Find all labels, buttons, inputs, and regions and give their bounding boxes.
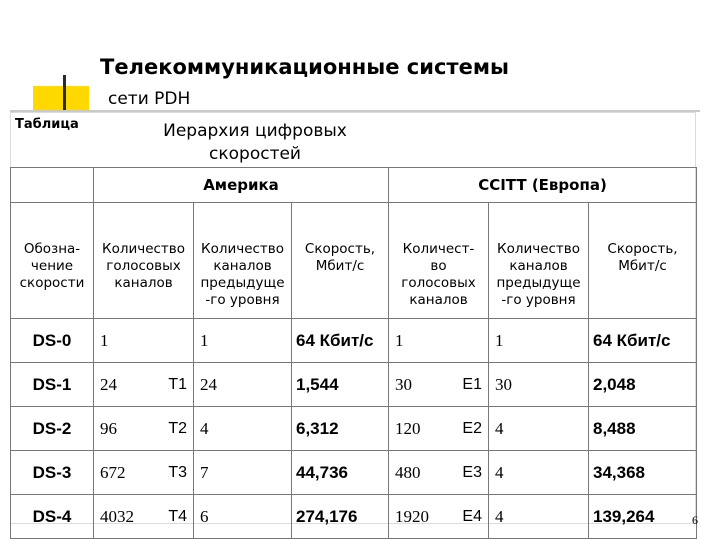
- europe-voice-cell: [389, 363, 489, 407]
- slide-title: Телекоммуникационные системы: [100, 55, 509, 79]
- america-speed: 274,176: [296, 506, 358, 526]
- col-header-voice-america: [94, 203, 194, 319]
- america-prev-count: 1: [200, 330, 209, 350]
- table-heading: [100, 120, 410, 166]
- col-header-designation: [11, 203, 94, 319]
- header-line: Мбит/с: [315, 258, 365, 274]
- header-line: Количество: [101, 241, 186, 257]
- america-level: T3: [168, 463, 187, 481]
- america-voice-count: 96: [100, 418, 117, 438]
- america-level: T2: [168, 419, 187, 437]
- europe-prev-cell: [489, 319, 589, 363]
- america-speed-cell: [292, 407, 389, 451]
- america-speed: 64 Кбит/с: [296, 330, 374, 350]
- america-voice-count: 1: [100, 330, 109, 350]
- america-voice-cell: [94, 319, 194, 363]
- col-header-speed-europe: [589, 203, 697, 319]
- header-line: чение: [30, 258, 74, 274]
- europe-speed: 64 Кбит/с: [593, 330, 671, 350]
- america-speed-cell: [292, 495, 389, 539]
- europe-speed-cell: [589, 319, 697, 363]
- header-line: -го уровня: [501, 292, 576, 308]
- europe-level: E2: [462, 419, 482, 437]
- europe-speed: 2,048: [593, 374, 636, 394]
- europe-voice-cell: [389, 319, 489, 363]
- america-speed-cell: [292, 319, 389, 363]
- america-prev-cell: [194, 319, 292, 363]
- europe-prev-count: 4: [495, 506, 504, 526]
- header-group-row: [11, 168, 697, 203]
- europe-voice-count: 1: [395, 330, 404, 350]
- europe-prev-cell: [489, 495, 589, 539]
- europe-speed: 139,264: [593, 506, 655, 526]
- rate-code-cell: [11, 451, 94, 495]
- america-voice-cell: [94, 407, 194, 451]
- america-speed: 6,312: [296, 418, 339, 438]
- america-speed-cell: [292, 363, 389, 407]
- rate-code: DS-2: [32, 418, 72, 438]
- rate-code: DS-1: [32, 374, 72, 394]
- america-prev-count: 6: [200, 506, 209, 526]
- europe-voice-count: 480: [395, 462, 421, 482]
- header-line: предыдуще: [200, 275, 285, 291]
- table-label: Таблица: [15, 117, 79, 132]
- col-header-prev-europe: [489, 203, 589, 319]
- europe-prev-count: 4: [495, 462, 504, 482]
- america-prev-cell: [194, 495, 292, 539]
- america-voice-cell: [94, 495, 194, 539]
- america-voice-count: 672: [100, 462, 126, 482]
- europe-voice-count: 120: [395, 418, 421, 438]
- header-line: Скорость,: [607, 241, 678, 257]
- header-line: предыдуще: [496, 275, 581, 291]
- header-line: голосовых: [401, 275, 476, 291]
- header-columns-row: [11, 203, 697, 319]
- america-level: T4: [168, 507, 187, 525]
- rate-code: DS-4: [32, 506, 72, 526]
- header-line: Количест-: [402, 241, 475, 257]
- table-heading-line-2: скоростей: [209, 144, 301, 164]
- page-number: 6: [692, 513, 698, 527]
- europe-prev-count: 4: [495, 418, 504, 438]
- accent-vertical-line: [63, 75, 66, 111]
- europe-speed-cell: [589, 495, 697, 539]
- america-speed: 44,736: [296, 462, 348, 482]
- header-line: Мбит/с: [618, 258, 667, 274]
- europe-level: E3: [462, 463, 482, 481]
- europe-voice-cell: [389, 451, 489, 495]
- europe-prev-cell: [489, 407, 589, 451]
- rate-code: DS-0: [32, 330, 72, 350]
- rate-code-cell: [11, 407, 94, 451]
- header-line: скорости: [19, 275, 85, 291]
- header-line: Обозна-: [23, 241, 81, 257]
- america-voice-count: 24: [100, 374, 117, 394]
- america-speed: 1,544: [296, 374, 339, 394]
- table-row: [11, 363, 697, 407]
- col-header-prev-america: [194, 203, 292, 319]
- group-ccitt: CCITT (Европа): [389, 168, 697, 203]
- rate-code: DS-3: [32, 462, 72, 482]
- header-line: каналов: [509, 258, 568, 274]
- col-header-speed-america: [292, 203, 389, 319]
- header-line: во: [430, 258, 447, 274]
- rate-code-cell: [11, 319, 94, 363]
- europe-voice-count: 30: [395, 374, 412, 394]
- europe-voice-count: 1920: [395, 506, 429, 526]
- europe-voice-cell: [389, 407, 489, 451]
- america-voice-cell: [94, 451, 194, 495]
- europe-prev-cell: [489, 363, 589, 407]
- europe-prev-count: 30: [495, 374, 512, 394]
- europe-prev-count: 1: [495, 330, 504, 350]
- america-prev-count: 7: [200, 462, 209, 482]
- america-voice-count: 4032: [100, 506, 134, 526]
- rate-code-cell: [11, 495, 94, 539]
- group-america: Америка: [94, 168, 389, 203]
- table-row: [11, 495, 697, 539]
- america-prev-cell: [194, 407, 292, 451]
- rate-code-cell: [11, 363, 94, 407]
- america-prev-count: 4: [200, 418, 209, 438]
- table-heading-line-1: Иерархия цифровых: [163, 121, 347, 141]
- accent-block: [33, 86, 89, 110]
- europe-level: E1: [462, 375, 482, 393]
- america-level: T1: [168, 375, 187, 393]
- hierarchy-table: [10, 167, 697, 539]
- table-row: [11, 451, 697, 495]
- header-line: Скорость,: [304, 241, 376, 257]
- header-line: голосовых: [106, 258, 181, 274]
- header-empty-cell: [11, 168, 94, 203]
- america-voice-cell: [94, 363, 194, 407]
- table-body: [11, 319, 697, 539]
- header-line: Количество: [496, 241, 581, 257]
- col-header-voice-europe: [389, 203, 489, 319]
- america-prev-cell: [194, 363, 292, 407]
- europe-voice-cell: [389, 495, 489, 539]
- table-row: [11, 319, 697, 363]
- europe-prev-cell: [489, 451, 589, 495]
- header-line: Количество: [200, 241, 285, 257]
- america-speed-cell: [292, 451, 389, 495]
- europe-speed: 34,368: [593, 462, 645, 482]
- header-line: -го уровня: [205, 292, 280, 308]
- header-line: каналов: [409, 292, 468, 308]
- europe-speed-cell: [589, 451, 697, 495]
- america-prev-count: 24: [200, 374, 217, 394]
- europe-speed: 8,488: [593, 418, 636, 438]
- header-line: каналов: [213, 258, 272, 274]
- america-prev-cell: [194, 451, 292, 495]
- slide-subtitle: сети PDH: [108, 89, 191, 109]
- table-row: [11, 407, 697, 451]
- europe-speed-cell: [589, 363, 697, 407]
- header-line: каналов: [114, 275, 173, 291]
- europe-level: E4: [462, 507, 482, 525]
- europe-speed-cell: [589, 407, 697, 451]
